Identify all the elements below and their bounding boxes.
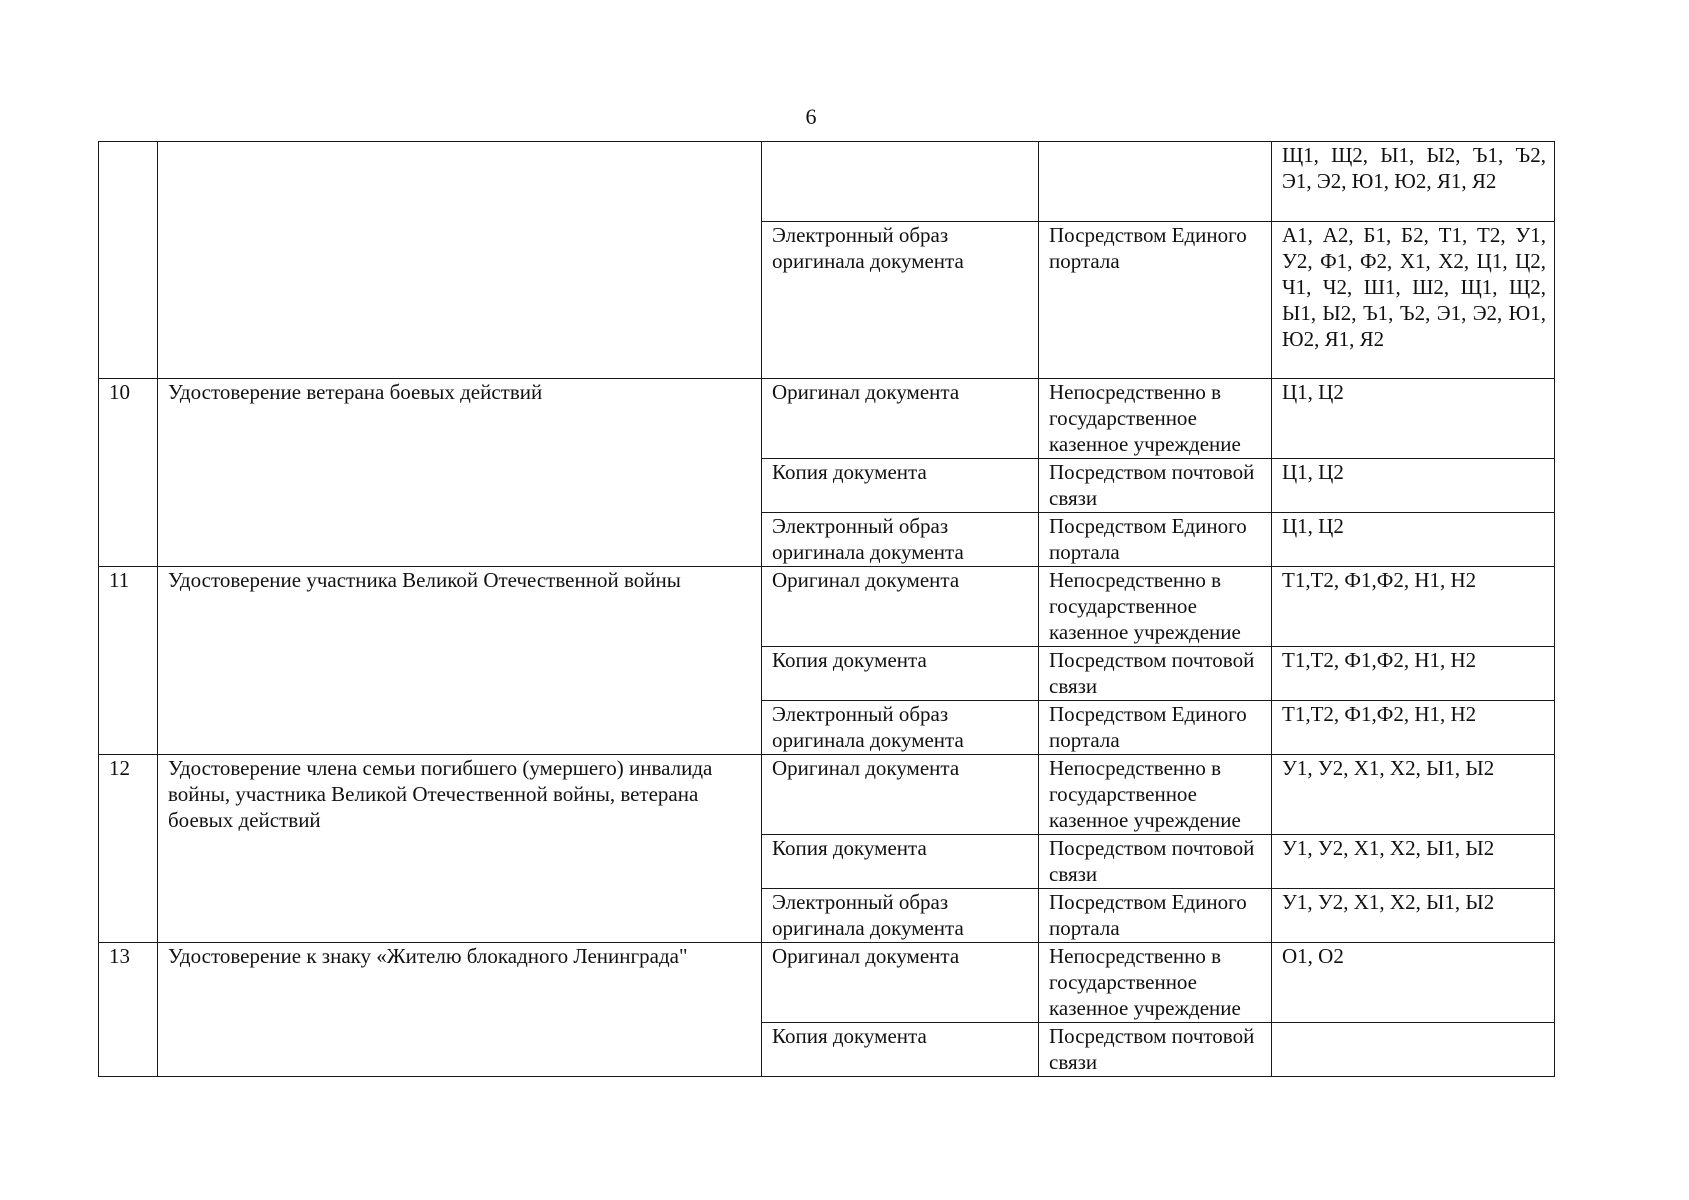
row-number-cell: 10 — [99, 379, 158, 567]
categories-cell: Ц1, Ц2 — [1272, 379, 1555, 459]
categories-cell — [1272, 1023, 1555, 1077]
categories-cell: Т1,Т2, Ф1,Ф2, Н1, Н2 — [1272, 567, 1555, 647]
submission-form-cell: Электронный образ оригинала документа — [762, 222, 1039, 379]
document-name-cell: Удостоверение члена семьи погибшего (умершего) инвалида войны, участника Великой Отечественной войны, ветерана боевых действий — [158, 755, 762, 943]
row-number-cell: 13 — [99, 943, 158, 1077]
submission-form-cell: Электронный образ оригинала документа — [762, 513, 1039, 567]
categories-cell: У1, У2, Х1, Х2, Ы1, Ы2 — [1272, 755, 1555, 835]
submission-method-cell: Посредством почтовой связи — [1039, 835, 1272, 889]
submission-method-cell: Посредством почтовой связи — [1039, 647, 1272, 701]
submission-method-cell: Посредством почтовой связи — [1039, 459, 1272, 513]
document-name-cell: Удостоверение участника Великой Отечественной войны — [158, 567, 762, 755]
table-row — [99, 943, 1555, 1023]
submission-form-cell: Электронный образ оригинала документа — [762, 889, 1039, 943]
row-number-cell: 11 — [99, 567, 158, 755]
submission-method-cell: Посредством Единого портала — [1039, 701, 1272, 755]
categories-cell: У1, У2, Х1, Х2, Ы1, Ы2 — [1272, 889, 1555, 943]
submission-form-cell: Оригинал документа — [762, 567, 1039, 647]
submission-method-cell — [1039, 142, 1272, 222]
categories-cell: Ц1, Ц2 — [1272, 459, 1555, 513]
table-row — [99, 567, 1555, 647]
submission-method-cell: Непосредственно в государственное казенное учреждение — [1039, 755, 1272, 835]
submission-method-cell: Посредством почтовой связи — [1039, 1023, 1272, 1077]
submission-form-cell: Копия документа — [762, 835, 1039, 889]
submission-form-cell: Копия документа — [762, 647, 1039, 701]
row-number-cell — [99, 142, 158, 379]
submission-form-cell: Электронный образ оригинала документа — [762, 701, 1039, 755]
submission-form-cell: Оригинал документа — [762, 943, 1039, 1023]
categories-cell: А1, А2, Б1, Б2, Т1, Т2, У1, У2, Ф1, Ф2, Х1, Х2, Ц1, Ц2, Ч1, Ч2, Ш1, Ш2, Щ1, Щ2, Ы1, Ы2, Ъ1, Ъ2, Э1, Э2, Ю1, Ю2, Я1, Я2 — [1272, 222, 1555, 379]
submission-form-cell: Оригинал документа — [762, 755, 1039, 835]
categories-cell: У1, У2, Х1, Х2, Ы1, Ы2 — [1272, 835, 1555, 889]
table-row — [99, 142, 1555, 222]
categories-cell: Ц1, Ц2 — [1272, 513, 1555, 567]
table-row — [99, 755, 1555, 835]
submission-form-cell — [762, 142, 1039, 222]
submission-method-cell: Посредством Единого портала — [1039, 889, 1272, 943]
table-row — [99, 379, 1555, 459]
categories-cell: Т1,Т2, Ф1,Ф2, Н1, Н2 — [1272, 701, 1555, 755]
categories-cell: Т1,Т2, Ф1,Ф2, Н1, Н2 — [1272, 647, 1555, 701]
submission-form-cell: Оригинал документа — [762, 379, 1039, 459]
submission-method-cell: Посредством Единого портала — [1039, 513, 1272, 567]
submission-form-cell: Копия документа — [762, 459, 1039, 513]
categories-cell: О1, О2 — [1272, 943, 1555, 1023]
documents-table — [98, 141, 1555, 1077]
page-number: 6 — [805, 104, 817, 129]
submission-method-cell: Непосредственно в государственное казенное учреждение — [1039, 943, 1272, 1023]
submission-form-cell: Копия документа — [762, 1023, 1039, 1077]
categories-cell: Щ1, Щ2, Ы1, Ы2, Ъ1, Ъ2, Э1, Э2, Ю1, Ю2, Я1, Я2 — [1272, 142, 1555, 222]
submission-method-cell: Непосредственно в государственное казенное учреждение — [1039, 567, 1272, 647]
row-number-cell: 12 — [99, 755, 158, 943]
document-name-cell: Удостоверение к знаку «Жителю блокадного Ленинграда" — [158, 943, 762, 1077]
submission-method-cell: Непосредственно в государственное казенное учреждение — [1039, 379, 1272, 459]
document-name-cell — [158, 142, 762, 379]
submission-method-cell: Посредством Единого портала — [1039, 222, 1272, 379]
document-name-cell: Удостоверение ветерана боевых действий — [158, 379, 762, 567]
